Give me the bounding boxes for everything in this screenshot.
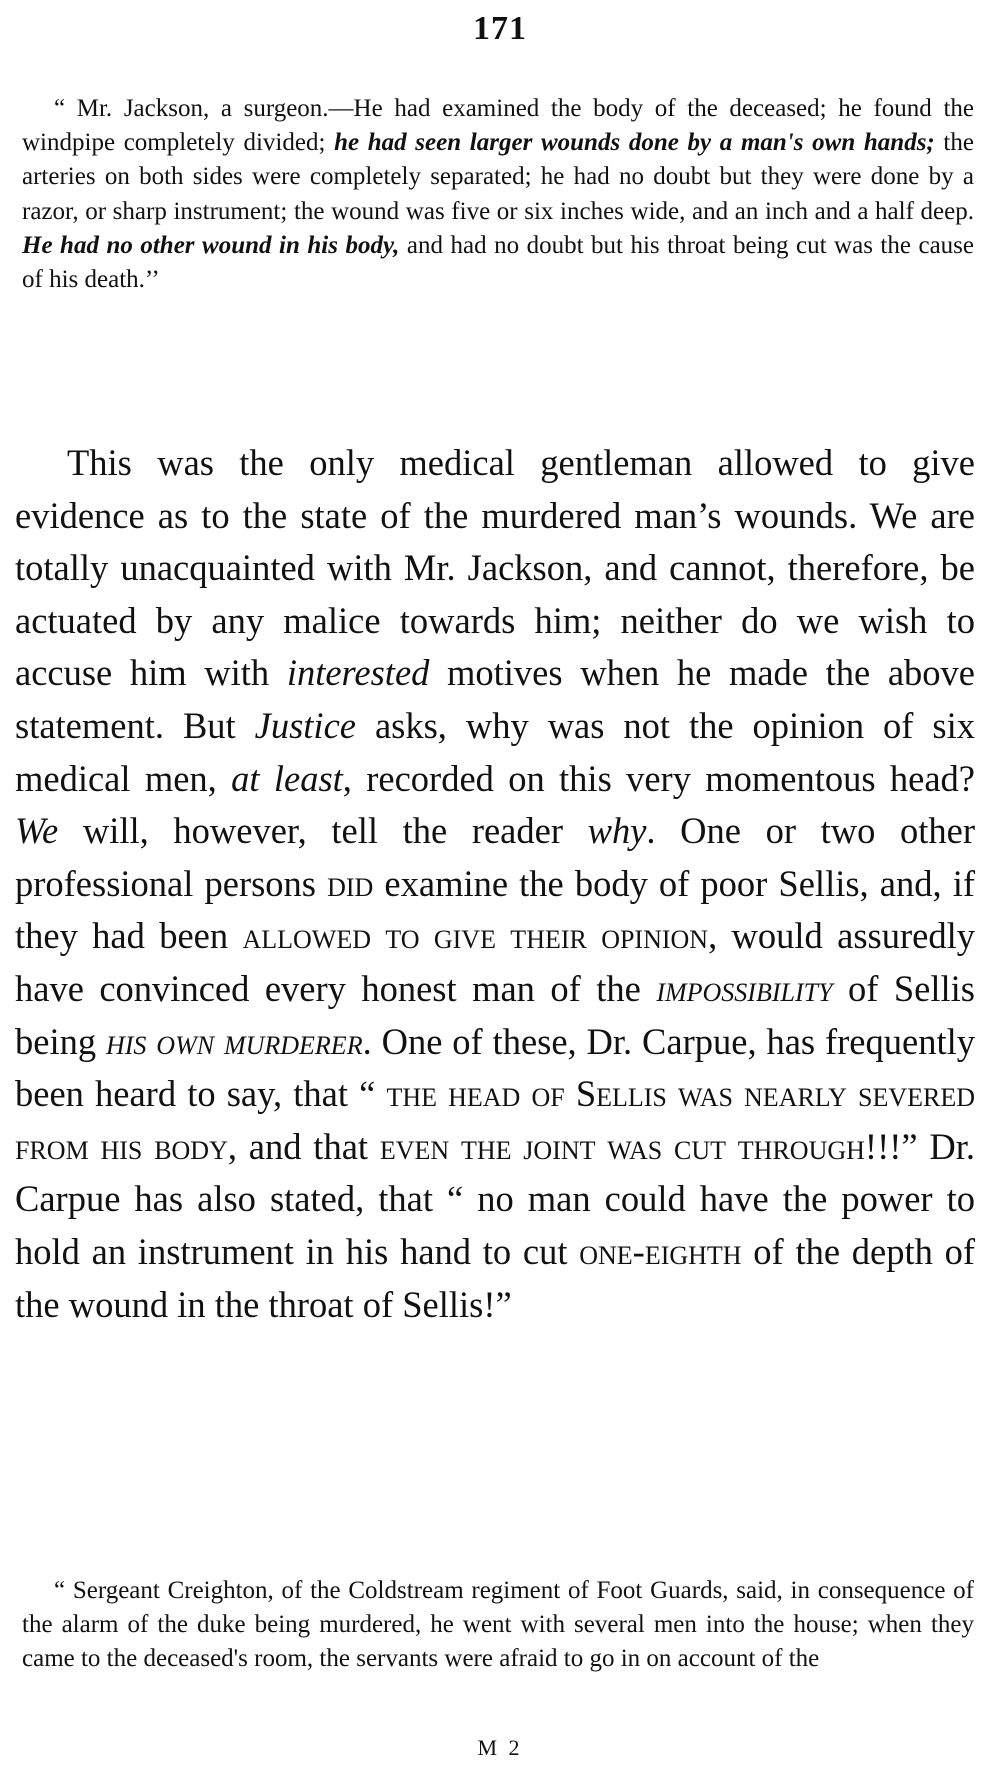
- body-italic-smallcaps-run: impossibility: [656, 967, 833, 1009]
- page-number: 171: [473, 10, 527, 47]
- main-paragraph: [15, 437, 975, 1331]
- body-smallcaps-run: even the joint was cut through: [379, 1125, 865, 1167]
- quote-text: the arteries on both sides were completely separated; he had no doubt but they were done by a razor, or sharp instrument; the wound was five or six inches wide, and an inch and a half deep.: [22, 129, 974, 225]
- body-italic-smallcaps-run: his own murderer: [105, 1020, 363, 1062]
- body-italic-run: interested: [286, 652, 430, 694]
- body-italic-run: at least: [231, 757, 343, 799]
- testimony-quote-jackson: [22, 92, 974, 297]
- quote-text: and had no doubt but his throat being cut was the cause of his death.’’: [22, 231, 974, 294]
- body-text-run: motives when he made the above statement. But: [15, 652, 976, 746]
- body-text-run: of Sellis being: [15, 967, 975, 1062]
- body-smallcaps-run: one-eighth: [579, 1230, 742, 1272]
- body-text-run: asks, why was not the opinion of six medical men,: [15, 704, 975, 799]
- testimony-quote-creighton: [22, 1574, 974, 1677]
- body-italic-run: We: [15, 810, 59, 852]
- quote-emphasis: He had no other wound in his body,: [22, 231, 400, 259]
- body-text-run: This was the only medical gentleman allowed to give evidence as to the state of the murdered man’s wounds. We are totally unacquainted with Mr. Jackson, and cannot, therefore, be actuated by any malice towards him; neither do we wish to accuse him with: [15, 442, 975, 694]
- quote-text: “ Sergeant Creighton, of the Coldstream regiment of Foot Guards, said, in consequence of the alarm of the duke being murdered, he went with several men into the house; when they came to the deceased's room, the servants were afraid to go in on account of the: [22, 1577, 974, 1673]
- body-smallcaps-run: the head of Sellis was nearly severed from his body: [15, 1073, 975, 1167]
- body-text-run: . One of these, Dr. Carpue, has frequently been heard to say, that “: [15, 1020, 975, 1115]
- body-text-run: , recorded on this very momentous head?: [342, 757, 976, 799]
- printer-signature-mark: M 2: [477, 1735, 523, 1760]
- quote-emphasis: he had seen larger wounds done by a man's own hands;: [334, 129, 935, 157]
- body-italic-run: Justice: [254, 704, 356, 746]
- body-italic-run: why: [587, 810, 647, 852]
- body-text-run: of the depth of the wound in the throat of Sellis!”: [15, 1230, 975, 1325]
- body-text-run: !!!” Dr. Carpue has also stated, that “ no man could have the power to hold an instrument in his hand to cut: [15, 1125, 976, 1272]
- body-text-run: examine the body of poor Sellis, and, if they had been: [15, 862, 975, 957]
- body-smallcaps-run: did: [327, 862, 374, 904]
- body-text-run: , and that: [227, 1125, 380, 1167]
- body-text-run: , would assuredly have convinced every honest man of the: [15, 915, 975, 1009]
- body-text-run: will, however, tell the reader: [58, 810, 588, 852]
- body-text-run: . One or two other professional persons: [15, 810, 975, 904]
- body-smallcaps-run: allowed to give their opinion: [242, 915, 709, 957]
- quote-text: “ Mr. Jackson, a surgeon.—He had examined the body of the deceased; he found the windpipe completely divided;: [22, 95, 974, 157]
